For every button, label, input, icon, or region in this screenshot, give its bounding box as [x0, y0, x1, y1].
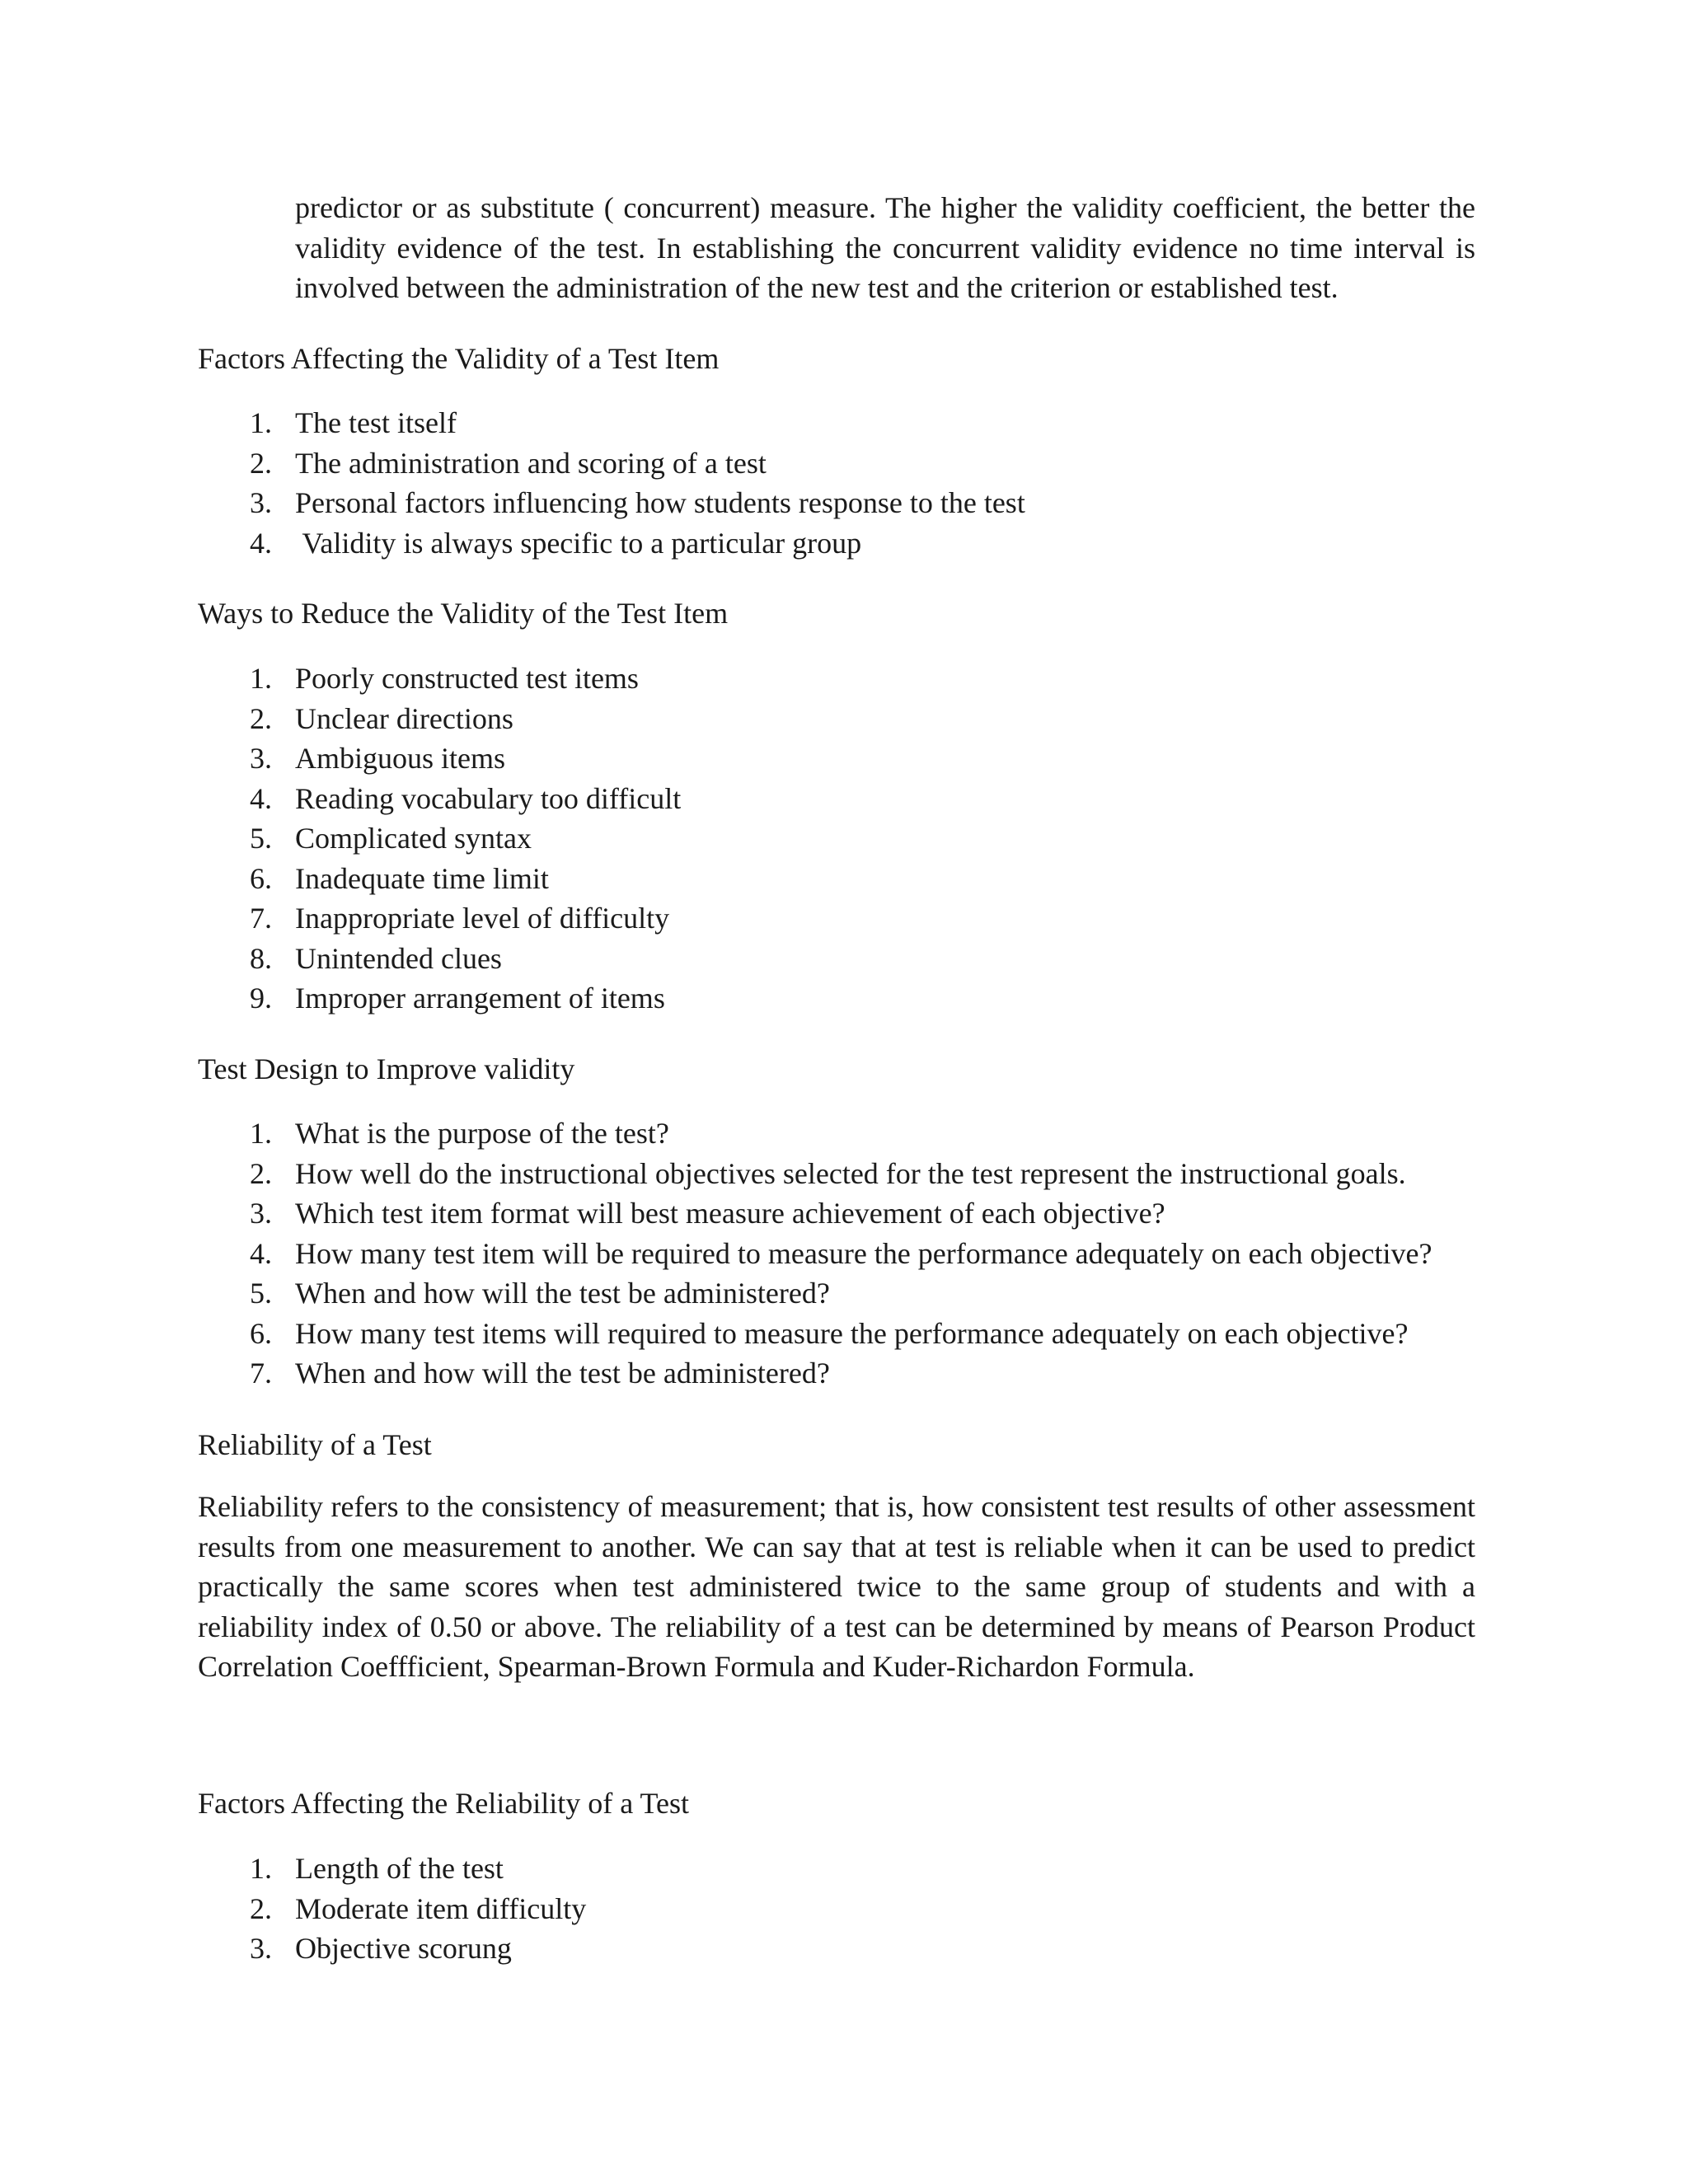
list-number: 2. — [250, 701, 272, 735]
heading-test-design: Test Design to Improve validity — [198, 1052, 575, 1085]
list-number: 1. — [250, 1852, 272, 1885]
list-text: Ambiguous items — [295, 742, 506, 775]
list-text: Inadequate time limit — [295, 861, 549, 895]
list-text: Validity is always specific to a particular group — [295, 526, 862, 560]
list-number: 6. — [250, 1316, 272, 1350]
list-number: 5. — [250, 822, 272, 855]
list-text: What is the purpose of the test? — [295, 1117, 669, 1150]
list-number: 3. — [250, 742, 272, 775]
list-text: When and how will the test be administered? — [295, 1357, 830, 1390]
list-number: 2. — [250, 1891, 272, 1925]
list-text: Unintended clues — [295, 941, 502, 975]
list-number: 1. — [250, 1117, 272, 1150]
list-text: Complicated syntax — [295, 822, 532, 855]
list-number: 3. — [250, 1932, 272, 1965]
list-text: How many test item will be required to measure the performance adequately on each objective? — [295, 1236, 1432, 1270]
list-number: 1. — [250, 662, 272, 695]
heading-reliability: Reliability of a Test — [198, 1428, 432, 1461]
list-number: 4. — [250, 781, 272, 815]
list-text: How many test items will required to measure the performance adequately on each objective? — [295, 1316, 1409, 1350]
list-text: Poorly constructed test items — [295, 662, 639, 695]
list-number: 2. — [250, 1156, 272, 1190]
list-number: 7. — [250, 902, 272, 935]
list-number: 8. — [250, 941, 272, 975]
list-number: 3. — [250, 486, 272, 519]
heading-validity-factors: Factors Affecting the Validity of a Test Item — [198, 342, 720, 375]
list-text: Improper arrangement of items — [295, 982, 665, 1015]
list-number: 9. — [250, 982, 272, 1015]
list-text: The test itself — [295, 406, 457, 439]
list-number: 7. — [250, 1357, 272, 1390]
list-text: Unclear directions — [295, 701, 513, 735]
list-text: Objective scorung — [295, 1932, 512, 1965]
list-number: 3. — [250, 1197, 272, 1230]
intro-paragraph: predictor or as substitute ( concurrent) measure. The higher the validity coefficient, the better the validity evidence of the test. In establishing the concurrent validity evidence no time interval is involved between the administration of the new test and the criterion or established test. — [295, 191, 1475, 304]
list-text: Inappropriate level of difficulty — [295, 902, 670, 935]
list-number: 4. — [250, 1236, 272, 1270]
list-number: 5. — [250, 1277, 272, 1310]
list-text: Reading vocabulary too difficult — [295, 781, 682, 815]
list-number: 1. — [250, 406, 272, 439]
list-number: 4. — [250, 526, 272, 560]
heading-reduce-validity: Ways to Reduce the Validity of the Test Item — [198, 597, 729, 630]
list-text: Personal factors influencing how students response to the test — [295, 486, 1025, 519]
list-number: 6. — [250, 861, 272, 895]
list-text: Length of the test — [295, 1852, 504, 1885]
list-text: Which test item format will best measure achievement of each objective? — [295, 1197, 1165, 1230]
list-text: How well do the instructional objectives selected for the test represent the instructional goals. — [295, 1156, 1406, 1190]
list-text: The administration and scoring of a test — [295, 446, 767, 480]
heading-reliability-factors: Factors Affecting the Reliability of a Test — [198, 1787, 690, 1820]
reliability-paragraph: Reliability refers to the consistency of measurement; that is, how consistent test results of other assessment results from one measurement to another. We can say that at test is reliable when it can be used to predict practically the same scores when test administered twice to the same group of students and with a reliability index of 0.50 or above. The reliability of a test can be determined by means of Pearson Product Correlation Coeffficient, Spearman-Brown Formula and Kuder-Richardon Formula. — [198, 1490, 1475, 1683]
list-text: Moderate item difficulty — [295, 1891, 587, 1925]
list-number: 2. — [250, 446, 272, 480]
list-text: When and how will the test be administered? — [295, 1277, 830, 1310]
